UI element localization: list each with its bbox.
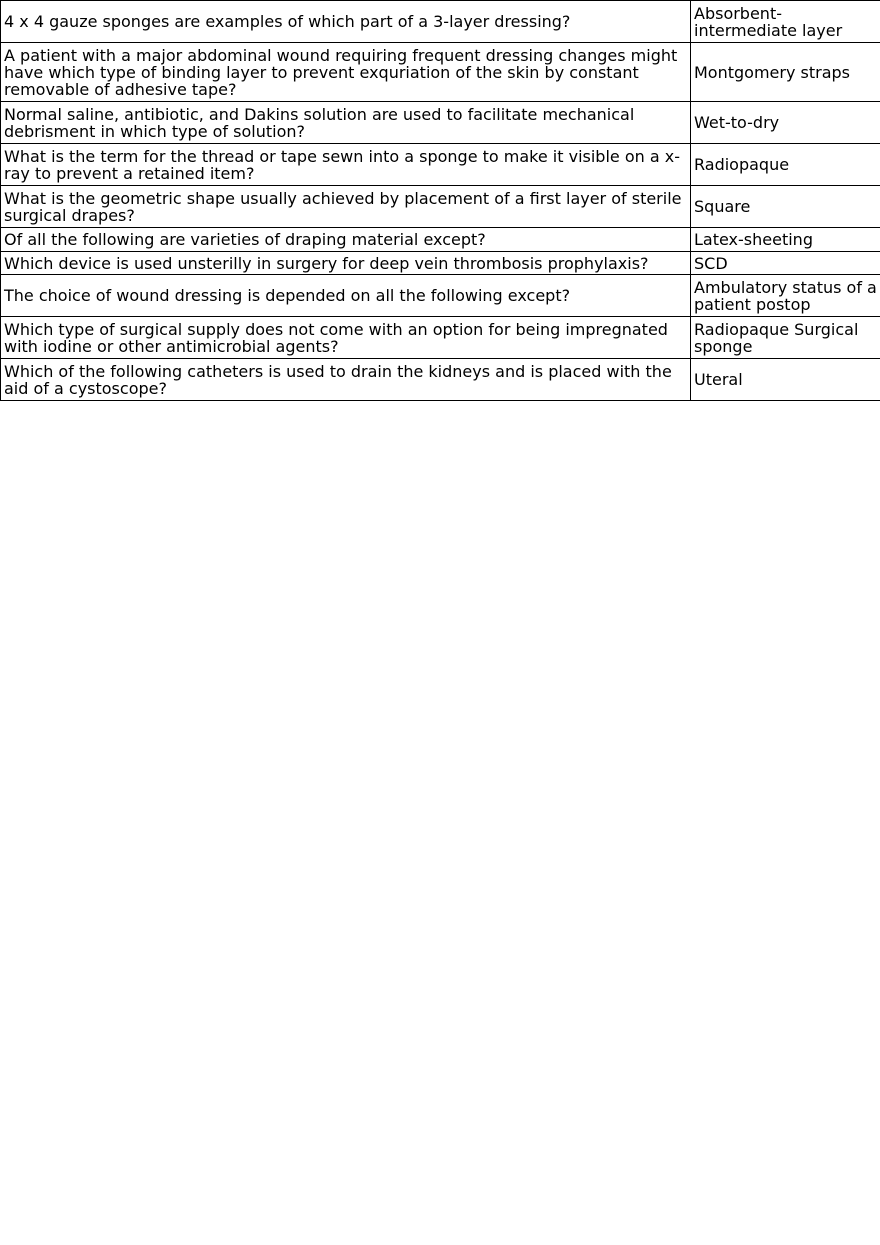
- table-row: [1, 43, 880, 102]
- table-row: [1, 275, 880, 317]
- question-cell: Which device is used unsterilly in surgery for deep vein thrombosis prophylaxis?: [1, 252, 691, 275]
- question-cell: 4 x 4 gauze sponges are examples of which part of a 3-layer dressing?: [1, 1, 691, 43]
- question-cell: Normal saline, antibiotic, and Dakins solution are used to facilitate mechanical debrisment in which type of solution?: [1, 102, 691, 144]
- answer-cell: SCD: [691, 252, 880, 275]
- question-cell: A patient with a major abdominal wound requiring frequent dressing changes might have which type of binding layer to prevent exquriation of the skin by constant removable of adhesive tape?: [1, 43, 691, 102]
- question-cell: What is the geometric shape usually achieved by placement of a first layer of sterile surgical drapes?: [1, 186, 691, 228]
- table-row: [1, 102, 880, 144]
- table-row: [1, 228, 880, 252]
- answer-cell: Latex-sheeting: [691, 228, 880, 252]
- answer-cell: Ambulatory status of a patient postop: [691, 275, 880, 317]
- table-row: [1, 144, 880, 186]
- table-row: [1, 252, 880, 275]
- table-row: [1, 186, 880, 228]
- answer-cell: Uteral: [691, 359, 880, 401]
- question-cell: Of all the following are varieties of draping material except?: [1, 228, 691, 252]
- answer-cell: Radiopaque Surgical sponge: [691, 317, 880, 359]
- table-row: [1, 1, 880, 43]
- table-row: [1, 317, 880, 359]
- answer-cell: Absorbent-intermediate layer: [691, 1, 880, 43]
- answer-cell: Montgomery straps: [691, 43, 880, 102]
- question-cell: Which of the following catheters is used to drain the kidneys and is placed with the aid of a cystoscope?: [1, 359, 691, 401]
- table-row: [1, 359, 880, 401]
- answer-cell: Square: [691, 186, 880, 228]
- flashcard-table: [0, 0, 880, 401]
- question-cell: Which type of surgical supply does not come with an option for being impregnated with iodine or other antimicrobial agents?: [1, 317, 691, 359]
- answer-cell: Wet-to-dry: [691, 102, 880, 144]
- question-cell: The choice of wound dressing is depended on all the following except?: [1, 275, 691, 317]
- question-cell: What is the term for the thread or tape sewn into a sponge to make it visible on a x-ray to prevent a retained item?: [1, 144, 691, 186]
- answer-cell: Radiopaque: [691, 144, 880, 186]
